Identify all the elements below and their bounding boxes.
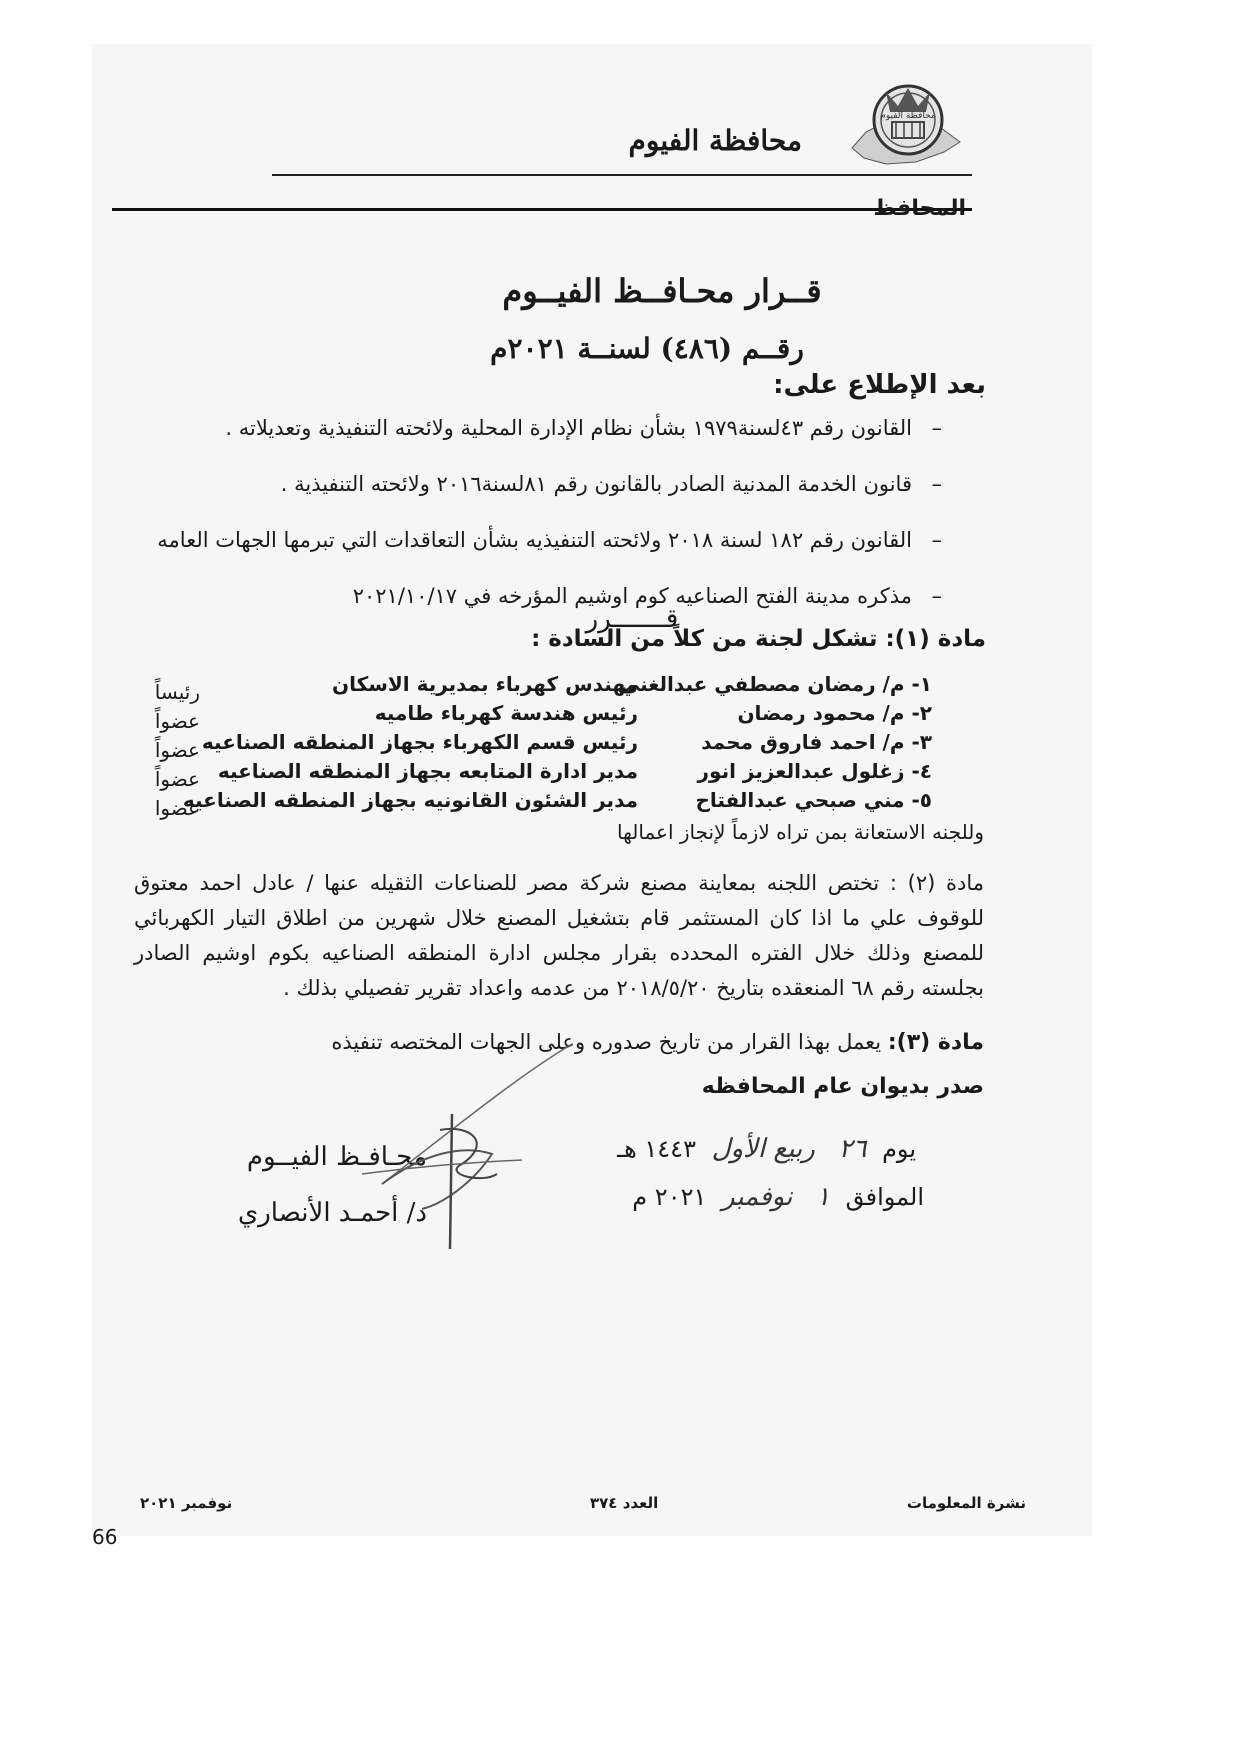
reference-item: – القانون رقم ١٨٢ لسنة ٢٠١٨ ولائحته التنفيذيه بشأن التعاقدات التي تبرمها الجهات العامه [122, 526, 942, 554]
member-capacity: عضواً [154, 709, 200, 733]
greg-year: ٢٠٢١ م [632, 1183, 707, 1211]
footer-date: نوفمبر ٢٠٢١ [140, 1494, 233, 1512]
preamble-heading: بعد الإطلاع على: [773, 370, 986, 400]
member-name: ٤- زغلول عبدالعزيز انور [697, 759, 932, 783]
signatory-title: محـافـظ الفيــوم [246, 1142, 427, 1172]
decree-number: رقــم (٤٨٦) لسنــة ٢٠٢١م [490, 332, 804, 365]
hijri-day: ٢٦ [838, 1134, 867, 1164]
member-row [112, 701, 932, 733]
hijri-year: ١٤٤٣ هـ [617, 1135, 696, 1163]
member-row [112, 672, 932, 704]
hijri-date [617, 1134, 916, 1164]
reference-item: – قانون الخدمة المدنية الصادر بالقانون رقم ٨١لسنة٢٠١٦ ولائحته التنفيذية . [122, 470, 942, 498]
greg-prefix: الموافق [845, 1183, 924, 1211]
member-name: ١- م/ رمضان مصطفي عبدالغني [619, 672, 932, 696]
committee-note: وللجنه الاستعانة بمن تراه لازماً لإنجاز اعمالها [616, 820, 984, 844]
member-row [112, 730, 932, 762]
member-row [112, 759, 932, 791]
issued-at: صدر بديوان عام المحافظه [701, 1074, 984, 1099]
member-role: مهندس كهرباء بمديرية الاسكان [332, 672, 638, 696]
member-capacity: عضواً [154, 738, 200, 762]
scanned-document [92, 44, 1092, 1536]
svg-text:محافظة الفيوم: محافظة الفيوم [880, 111, 936, 121]
fayoum-governorate-seal-icon [846, 62, 966, 182]
greg-day: ١ [815, 1182, 830, 1212]
office-label: المحافظ [873, 196, 966, 221]
signatory-name: د/ أحمـد الأنصاري [237, 1198, 427, 1228]
member-capacity: رئيساً [154, 680, 200, 704]
member-name: ٣- م/ احمد فاروق محمد [701, 730, 932, 754]
header-rule [112, 208, 972, 211]
decree-page [92, 44, 1092, 1536]
member-role: رئيس قسم الكهرباء بجهاز المنطقه الصناعيه [201, 730, 638, 754]
member-capacity: عضواً [154, 767, 200, 791]
article-1: مادة (١): تشكل لجنة من كلاً من السادة : [531, 626, 986, 652]
member-role: مدير ادارة المتابعه بجهاز المنطقه الصناعيه [217, 759, 638, 783]
article-3-text: يعمل بهذا القرار من تاريخ صدوره وعلى الجهات المختصه تنفيذه [331, 1030, 882, 1054]
reference-item: – القانون رقم ٤٣لسنة١٩٧٩ بشأن نظام الإدارة المحلية ولائحته التنفيذية وتعديلاته . [122, 414, 942, 442]
header-divider [272, 174, 972, 176]
signature-scribble-icon [322, 1034, 582, 1254]
decides-label: قـــــــرر [585, 604, 679, 634]
reference-item: – مذكره مدينة الفتح الصناعيه كوم اوشيم المؤرخه في ٢٠٢١/١٠/١٧ [122, 582, 942, 610]
footer-publication: نشرة المعلومات [906, 1494, 1026, 1512]
footer-issue: العدد ٣٧٤ [590, 1494, 659, 1512]
governorate-name: محافظة الفيوم [628, 124, 802, 157]
member-row [112, 788, 932, 820]
member-name: ٥- مني صبحي عبدالفتاح [695, 788, 932, 812]
member-role: رئيس هندسة كهرباء طاميه [374, 701, 638, 725]
article-2: مادة (٢) : تختص اللجنه بمعاينة مصنع شركة مصر للصناعات الثقيله عنها / عادل احمد معتوق للوقوف علي ما اذا كان المستثمر قام بتشغيل المصنع خلال شهرين من اطلاق التيار الكهربائي للمصنع وذلك خلال الفتره المحدده بقرار مجلس ادارة المنطقه الصناعيه بكوم اوشيم الصادر بجلسته رقم ٦٨ المنعقده بتاريخ ٢٠١٨/٥/٢٠ من عدمه واعداد تقرير تفصيلي بذلك . [134, 871, 984, 1000]
hijri-month: ربيع الأول [711, 1134, 815, 1164]
committee-members [112, 672, 932, 820]
gregorian-date [632, 1182, 924, 1212]
member-role: مدير الشئون القانونيه بجهاز المنطقه الصناعيه [182, 788, 638, 812]
member-name: ٢- م/ محمود رمضان [737, 701, 932, 725]
page-number: 66 [92, 1525, 118, 1549]
hijri-prefix: يوم [882, 1135, 916, 1163]
member-capacity: عضوا [154, 796, 200, 820]
decree-title: قــرار محـافــظ الفيــوم [502, 272, 822, 310]
greg-month: نوفمبر [722, 1182, 793, 1212]
article-3-label: مادة (٣): [887, 1030, 984, 1055]
